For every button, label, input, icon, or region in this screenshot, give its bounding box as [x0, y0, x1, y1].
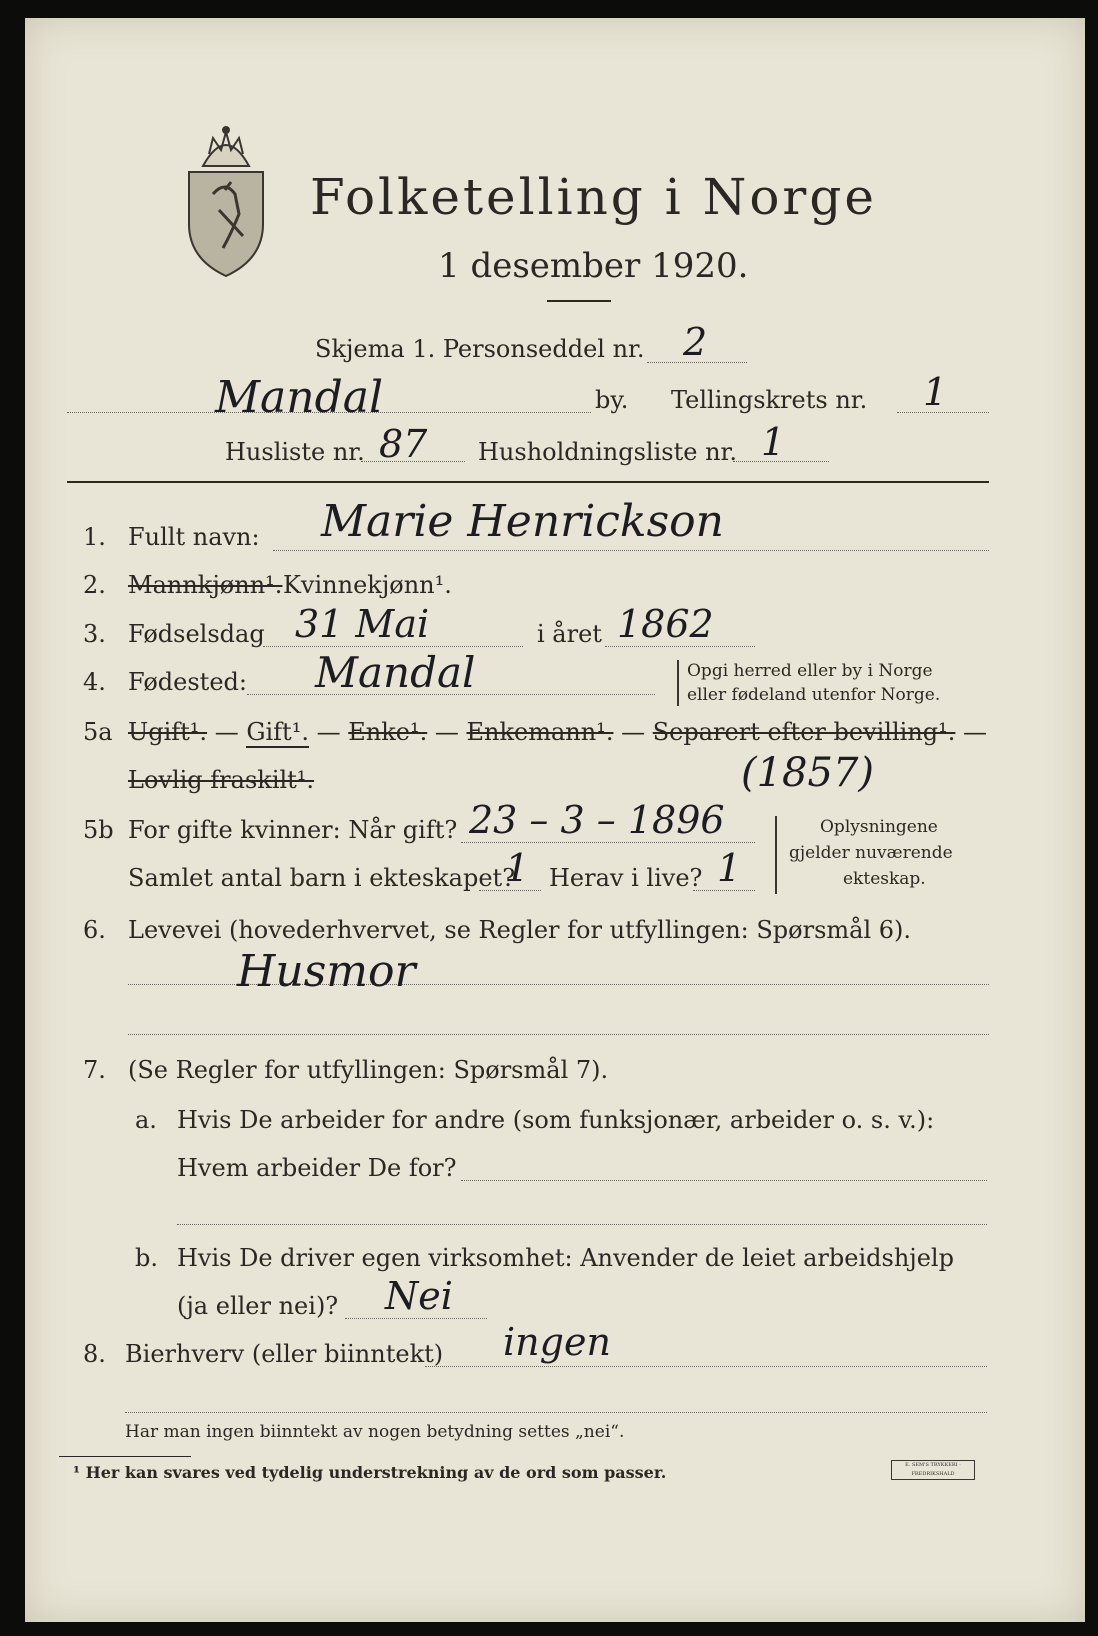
q5a-sep-2: — — [316, 718, 341, 746]
tellingskrets-label: Tellingskrets nr. — [671, 386, 868, 414]
q2-number: 2. — [83, 571, 106, 599]
q7b-letter: b. — [135, 1244, 158, 1272]
town-value: Mandal — [215, 372, 384, 423]
q7b-dots — [345, 1318, 487, 1319]
q3-year: 1862 — [617, 602, 714, 646]
husliste-nr: 87 — [379, 422, 428, 466]
q8-value: ingen — [503, 1320, 611, 1364]
q1-number: 1. — [83, 523, 106, 551]
q5b-note-2: gjelder nuværende — [789, 843, 953, 863]
q7a-text-2: Hvem arbeider De for? — [177, 1154, 457, 1182]
q5b-dots — [461, 842, 755, 843]
census-form — [25, 18, 1085, 1622]
q1-dots — [273, 550, 989, 551]
form-title: Folketelling i Norge — [310, 168, 877, 226]
q5a-enkemann: Enkemann¹. — [466, 718, 614, 746]
q5b-value: 23 – 3 – 1896 — [469, 798, 725, 842]
q5b-children-dots — [479, 890, 541, 891]
q7a-dots-2 — [177, 1224, 987, 1225]
q4-note-1: Opgi herred eller by i Norge — [687, 661, 933, 681]
q7a-dots-1 — [461, 1180, 987, 1181]
census-date: 1 desember 1920. — [438, 246, 749, 286]
q7a-letter: a. — [135, 1106, 157, 1134]
header-rule — [67, 481, 989, 483]
q2-male: Mannkjønn¹. — [128, 571, 283, 599]
husholdning-label: Husholdningsliste nr. — [478, 438, 737, 466]
q8-label: Bierhverv (eller biinntekt) — [125, 1340, 444, 1368]
q5a-sep-3: — — [434, 718, 459, 746]
q2-female: Kvinnekjønn¹. — [283, 571, 452, 599]
q6-label: Levevei (hovederhvervet, se Regler for utfyllingen: Spørsmål 6). — [128, 916, 912, 944]
footnote-rule — [59, 1456, 191, 1457]
q3-dots — [263, 646, 523, 647]
q5b-number: 5b — [83, 816, 114, 844]
q5b-brace — [775, 816, 777, 894]
q5b-alive-dots — [693, 890, 755, 891]
q5b-children-label: Samlet antal barn i ekteskapet? — [128, 864, 516, 892]
q5a-sep-5: — — [963, 718, 988, 746]
q7b-value: Nei — [385, 1274, 453, 1318]
q7-number: 7. — [83, 1056, 106, 1084]
q5b-alive: 1 — [717, 846, 742, 890]
q7-label: (Se Regler for utfyllingen: Spørsmål 7). — [128, 1056, 609, 1084]
q1-label: Fullt navn: — [128, 523, 260, 551]
q7a-text: Hvis De arbeider for andre (som funksjonær, arbeider o. s. v.): — [177, 1106, 935, 1134]
q5b-note-3: ekteskap. — [843, 869, 926, 889]
q5a-separert: Separert efter bevilling¹. — [652, 718, 956, 746]
q7b-text: Hvis De driver egen virksomhet: Anvender de leiet arbeidshjelp — [177, 1244, 954, 1272]
q5b-alive-label: Herav i live? — [549, 864, 703, 892]
skjema-nr: 2 — [683, 320, 708, 364]
q5a-sep-1: — — [214, 718, 239, 746]
q8-dots-2 — [125, 1412, 987, 1413]
q4-number: 4. — [83, 668, 106, 696]
q4-note-2: eller fødeland utenfor Norge. — [687, 685, 941, 705]
q5a-lovlig: Lovlig fraskilt¹. — [128, 766, 315, 794]
q3-year-label: i året — [537, 620, 602, 648]
q5a-ugift: Ugift¹. — [128, 718, 208, 746]
q6-number: 6. — [83, 916, 106, 944]
skjema-label: Skjema 1. Personseddel nr. — [315, 335, 645, 363]
q5a-number: 5a — [83, 718, 113, 746]
q5a-gift: Gift¹. — [246, 718, 309, 746]
q4-value: Mandal — [315, 648, 476, 697]
q4-brace — [677, 660, 679, 706]
q3-label: Fødselsdag — [128, 620, 265, 648]
q5a-enke: Enke¹. — [348, 718, 428, 746]
coat-of-arms-icon — [183, 124, 269, 280]
q5b-label: For gifte kvinner: Når gift? — [128, 816, 458, 844]
husholdning-nr: 1 — [761, 420, 786, 464]
tellingskrets-nr: 1 — [923, 370, 948, 414]
footnote: ¹ Her kan svares ved tydelig understrekning av de ord som passer. — [73, 1463, 667, 1482]
q5a-year-note: (1857) — [741, 750, 875, 796]
q7b-text-2: (ja eller nei)? — [177, 1292, 339, 1320]
q1-value: Marie Henrickson — [321, 496, 724, 547]
husliste-label: Husliste nr. — [225, 438, 365, 466]
q3-number: 3. — [83, 620, 106, 648]
q8-number: 8. — [83, 1340, 106, 1368]
q5a-sep-4: — — [621, 718, 646, 746]
q3-year-dots — [605, 646, 755, 647]
q6-value: Husmor — [237, 946, 416, 997]
q5b-children: 1 — [505, 846, 530, 890]
title-divider — [547, 300, 611, 302]
q8-note: Har man ingen biinntekt av nogen betydning settes „nei“. — [125, 1422, 625, 1442]
by-label: by. — [595, 386, 629, 414]
q4-label: Fødested: — [128, 668, 247, 696]
q5b-note-1: Oplysningene — [820, 817, 938, 837]
q3-value: 31 Mai — [295, 602, 430, 646]
printer-stamp: E. SEM'S TRYKKERI · FREDRIKSHALD — [891, 1460, 975, 1480]
q6-dots-2 — [128, 1034, 989, 1035]
q8-dots-1 — [425, 1366, 987, 1367]
